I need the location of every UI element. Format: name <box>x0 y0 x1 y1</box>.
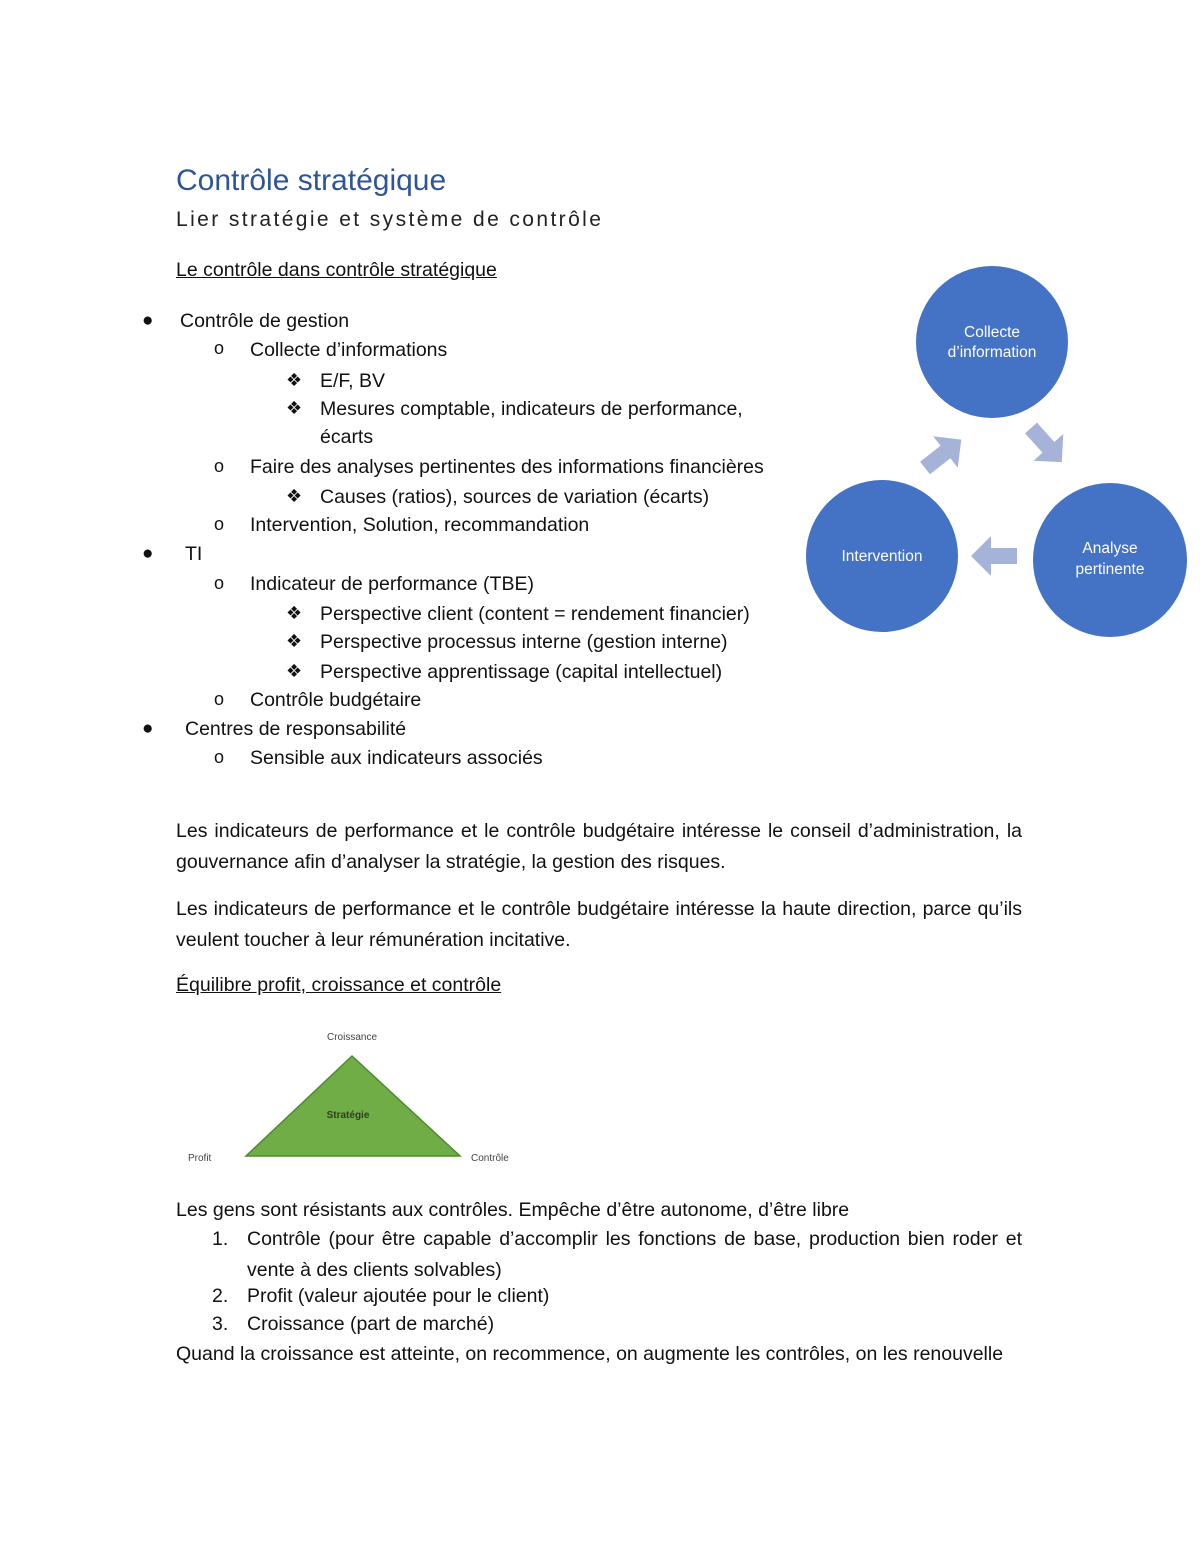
triangle-label-right: Contrôle <box>471 1153 509 1164</box>
bullet-icon: ● <box>142 543 154 564</box>
circle-bullet-icon: o <box>214 514 225 534</box>
list-item-continuation: écarts <box>320 426 374 448</box>
paragraph: Les indicateurs de performance et le contrôle budgétaire intéresse la haute direction, parce qu’ils veulent toucher à leur rémunération incitative. <box>176 898 1022 951</box>
bullet-icon: ● <box>142 310 154 331</box>
list-item: Perspective client (content = rendement financier) <box>320 603 750 625</box>
list-number: 2. <box>212 1285 229 1307</box>
cycle-node-analyse <box>1033 483 1187 637</box>
list-item: Causes (ratios), sources de variation (écarts) <box>320 486 710 508</box>
diamond-bullet-icon: ❖ <box>286 631 303 651</box>
cycle-diagram <box>795 250 1195 650</box>
section-heading-controle: Le contrôle dans contrôle stratégique <box>176 259 497 281</box>
cycle-node-collecte <box>916 266 1068 418</box>
list-number: 3. <box>212 1313 229 1335</box>
cycle-node-label: pertinente <box>1075 561 1145 578</box>
numbered-item: Croissance (part de marché) <box>247 1313 495 1335</box>
circle-bullet-icon: o <box>214 573 225 593</box>
list-item: Centres de responsabilité <box>185 718 407 740</box>
triangle-label-top: Croissance <box>326 1032 378 1043</box>
list-item: Perspective processus interne (gestion interne) <box>320 631 728 653</box>
numbered-item: Contrôle (pour être capable d’accomplir les fonctions de base, production bien roder et vente à des clients solvables) <box>247 1228 1022 1281</box>
cycle-node-label: Intervention <box>841 548 923 565</box>
cycle-arrow-icon <box>971 536 1017 576</box>
list-item: Contrôle de gestion <box>180 310 350 332</box>
diamond-bullet-icon: ❖ <box>286 486 303 506</box>
paragraph: Les gens sont résistants aux contrôles. Empêche d’être autonome, d’être libre <box>176 1199 850 1221</box>
cycle-arrow-icon <box>1016 415 1077 476</box>
list-number: 1. <box>212 1228 229 1250</box>
list-item: Faire des analyses pertinentes des informations financières <box>250 456 764 478</box>
diamond-bullet-icon: ❖ <box>286 398 303 418</box>
diamond-bullet-icon: ❖ <box>286 661 303 681</box>
list-item: TI <box>185 543 203 565</box>
cycle-node-label: d’information <box>947 344 1037 361</box>
list-item: Sensible aux indicateurs associés <box>250 747 543 769</box>
numbered-item: Profit (valeur ajoutée pour le client) <box>247 1285 550 1307</box>
triangle-label-left: Profit <box>188 1153 212 1164</box>
circle-bullet-icon: o <box>214 689 225 709</box>
list-item: Contrôle budgétaire <box>250 689 422 711</box>
circle-bullet-icon: o <box>214 456 225 476</box>
list-item: Indicateur de performance (TBE) <box>250 573 534 595</box>
list-item: Mesures comptable, indicateurs de performance, <box>320 398 743 420</box>
cycle-node-label: Analyse <box>1082 540 1138 557</box>
paragraph: Quand la croissance est atteinte, on recommence, on augmente les contrôles, on les renouvelle <box>176 1343 1004 1365</box>
list-item: Perspective apprentissage (capital intellectuel) <box>320 661 723 683</box>
triangle-label-center: Stratégie <box>326 1110 370 1121</box>
page-subtitle: Lier stratégie et système de contrôle <box>176 208 604 231</box>
bullet-icon: ● <box>142 718 154 739</box>
strategy-triangle <box>246 1056 460 1156</box>
circle-bullet-icon: o <box>214 338 225 358</box>
cycle-node-label: Collecte <box>964 324 1020 341</box>
diamond-bullet-icon: ❖ <box>286 370 303 390</box>
circle-bullet-icon: o <box>214 747 225 767</box>
paragraph: Les indicateurs de performance et le contrôle budgétaire intéresse le conseil d’administration, la gouvernance afin d’analyser la stratégie, la gestion des risques. <box>176 820 1022 873</box>
cycle-arrow-icon <box>913 424 974 484</box>
triangle-diagram <box>180 1024 540 1174</box>
list-item: Intervention, Solution, recommandation <box>250 514 590 536</box>
page-title: Contrôle stratégique <box>176 164 447 197</box>
list-item: Collecte d’informations <box>250 339 448 361</box>
section-heading-equilibre: Équilibre profit, croissance et contrôle <box>176 974 502 996</box>
list-item: E/F, BV <box>320 370 386 392</box>
diamond-bullet-icon: ❖ <box>286 603 303 623</box>
